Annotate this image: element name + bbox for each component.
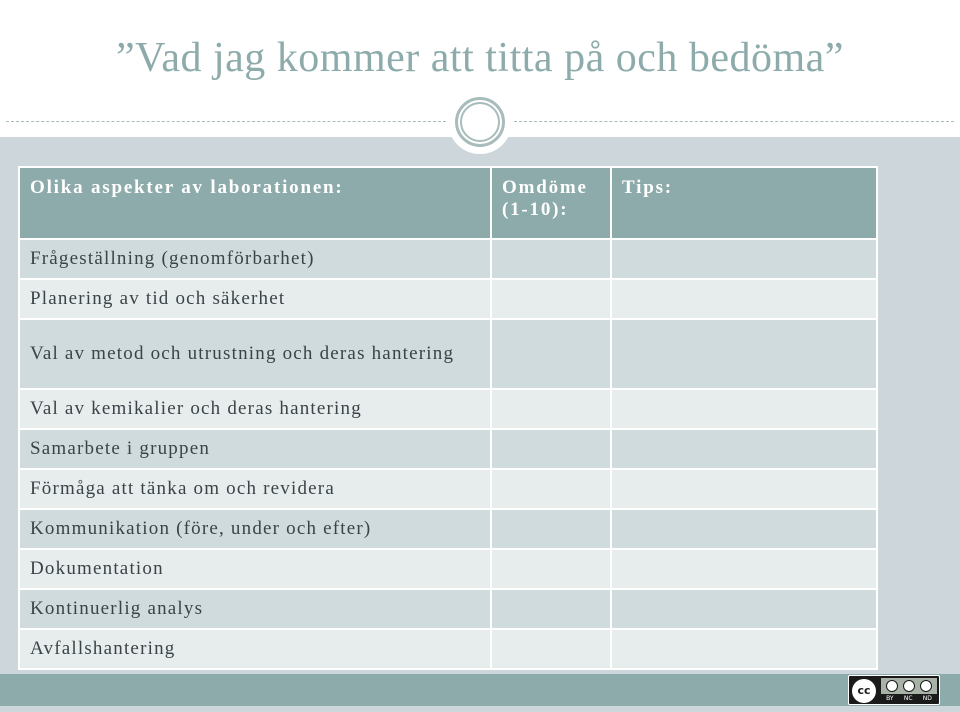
license-term-by: BY xyxy=(886,695,894,702)
aspect-cell: Avfallshantering xyxy=(19,629,491,669)
header-rating: Omdöme (1-10): xyxy=(491,167,611,239)
aspect-cell: Kontinuerlig analys xyxy=(19,589,491,629)
table-row xyxy=(19,469,877,509)
license-terms xyxy=(881,694,937,704)
divider-left xyxy=(6,121,446,122)
tips-cell[interactable] xyxy=(611,239,877,279)
rating-cell[interactable] xyxy=(491,279,611,319)
aspect-cell: Samarbete i gruppen xyxy=(19,429,491,469)
rating-cell[interactable] xyxy=(491,589,611,629)
table-row xyxy=(19,279,877,319)
tips-cell[interactable] xyxy=(611,319,877,389)
aspect-cell: Planering av tid och säkerhet xyxy=(19,279,491,319)
aspect-cell: Kommunikation (före, under och efter) xyxy=(19,509,491,549)
license-term-nc: NC xyxy=(903,695,913,702)
tips-cell[interactable] xyxy=(611,549,877,589)
noderivatives-icon xyxy=(920,680,932,692)
noncommercial-icon xyxy=(903,680,915,692)
table-row xyxy=(19,549,877,589)
bottom-strip xyxy=(0,706,960,712)
rating-cell[interactable] xyxy=(491,629,611,669)
aspect-cell: Dokumentation xyxy=(19,549,491,589)
header-aspects: Olika aspekter av laborationen: xyxy=(19,167,491,239)
aspect-cell: Förmåga att tänka om och revidera xyxy=(19,469,491,509)
rating-cell[interactable] xyxy=(491,239,611,279)
header-tips: Tips: xyxy=(611,167,877,239)
aspect-cell: Frågeställning (genomförbarhet) xyxy=(19,239,491,279)
rating-cell[interactable] xyxy=(491,319,611,389)
creative-commons-badge[interactable] xyxy=(848,675,940,705)
tips-cell[interactable] xyxy=(611,469,877,509)
table-row xyxy=(19,629,877,669)
license-icons xyxy=(881,678,937,694)
table-row xyxy=(19,509,877,549)
ornament-inner-ring xyxy=(460,102,500,142)
tips-cell[interactable] xyxy=(611,589,877,629)
tips-cell[interactable] xyxy=(611,429,877,469)
divider-right xyxy=(514,121,954,122)
attribution-icon xyxy=(886,680,898,692)
tips-cell[interactable] xyxy=(611,279,877,319)
aspect-cell: Val av metod och utrustning och deras hantering xyxy=(19,319,491,389)
aspect-cell: Val av kemikalier och deras hantering xyxy=(19,389,491,429)
table-row xyxy=(19,319,877,389)
rating-cell[interactable] xyxy=(491,509,611,549)
rating-cell[interactable] xyxy=(491,469,611,509)
license-term-nd: ND xyxy=(922,695,932,702)
tips-cell[interactable] xyxy=(611,509,877,549)
tips-cell[interactable] xyxy=(611,629,877,669)
tips-cell[interactable] xyxy=(611,389,877,429)
creative-commons-icon: cc xyxy=(852,679,876,703)
table-row xyxy=(19,589,877,629)
slide-title: ”Vad jag kommer att titta på och bedöma” xyxy=(116,35,844,81)
table-header-row xyxy=(19,167,877,239)
table-row xyxy=(19,429,877,469)
rating-cell[interactable] xyxy=(491,389,611,429)
table-row xyxy=(19,239,877,279)
circle-ornament-icon xyxy=(448,90,512,154)
rating-cell[interactable] xyxy=(491,549,611,589)
footer-bar xyxy=(0,674,960,706)
assessment-table xyxy=(18,166,878,670)
table-row xyxy=(19,389,877,429)
rating-cell[interactable] xyxy=(491,429,611,469)
